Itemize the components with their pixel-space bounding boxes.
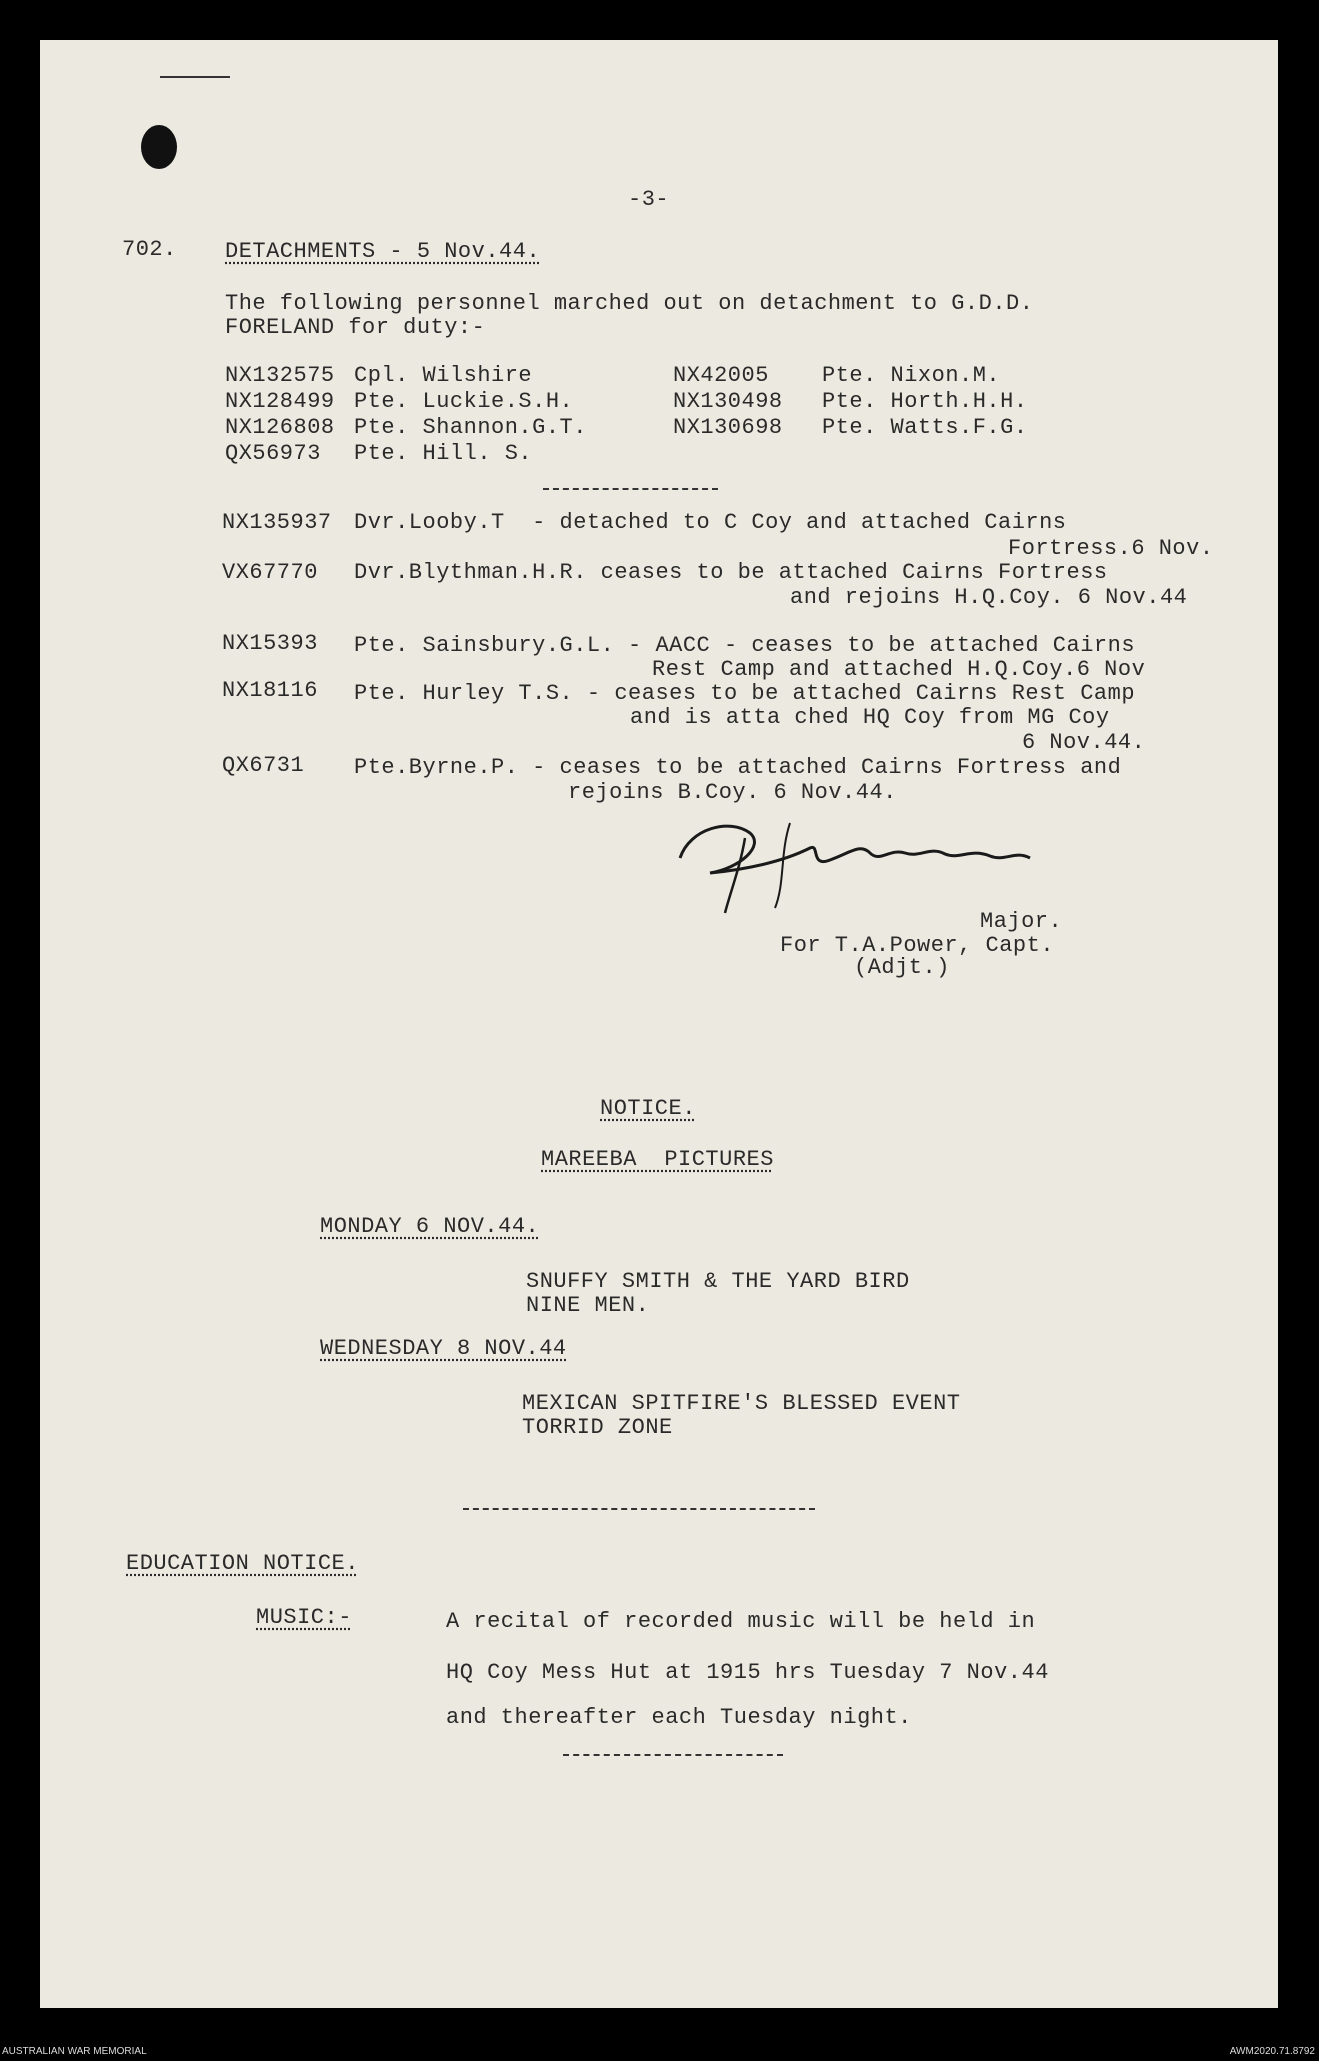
divider xyxy=(543,488,718,490)
personnel-no: NX126808 xyxy=(225,415,335,440)
film-title: MEXICAN SPITFIRE'S BLESSED EVENT xyxy=(522,1391,961,1416)
notice-title: NOTICE. xyxy=(600,1096,696,1121)
signature-for-line: For T.A.Power, Capt. xyxy=(780,933,1055,958)
personnel-no: NX130698 xyxy=(673,415,783,440)
footer-left: AUSTRALIAN WAR MEMORIAL xyxy=(2,2046,147,2057)
page-number: -3- xyxy=(628,187,670,212)
personnel-no: NX128499 xyxy=(225,389,335,414)
entry-no: NX135937 xyxy=(222,510,332,535)
divider xyxy=(563,1754,783,1756)
entry-line: Pte. Sainsbury.G.L. - AACC - ceases to be attached Cairns xyxy=(354,633,1136,658)
entry-line: Pte.Byrne.P. - ceases to be attached Cairns Fortress and xyxy=(354,755,1122,780)
film-title: SNUFFY SMITH & THE YARD BIRD xyxy=(526,1269,910,1294)
top-mark xyxy=(160,76,230,78)
education-label: MUSIC:- xyxy=(256,1605,352,1630)
entry-line: rejoins B.Coy. 6 Nov.44. xyxy=(568,780,897,805)
education-line: A recital of recorded music will be held in xyxy=(446,1609,1036,1634)
entry-line: and rejoins H.Q.Coy. 6 Nov.44 xyxy=(790,585,1188,610)
signature-role: (Adjt.) xyxy=(854,955,950,980)
entry-line: Fortress.6 Nov. xyxy=(1008,536,1214,561)
section-number: 702. xyxy=(122,237,177,262)
entry-line: Rest Camp and attached H.Q.Coy.6 Nov xyxy=(652,657,1146,682)
intro-line-2: FORELAND for duty:- xyxy=(225,315,486,340)
personnel-name: Pte. Watts.F.G. xyxy=(822,415,1028,440)
entry-line: Dvr.Blythman.H.R. ceases to be attached Cairns Fortress xyxy=(354,560,1108,585)
personnel-name: Pte. Hill. S. xyxy=(354,441,533,466)
personnel-name: Pte. Shannon.G.T. xyxy=(354,415,587,440)
signature-mark xyxy=(670,798,1110,918)
education-line: HQ Coy Mess Hut at 1915 hrs Tuesday 7 Nov.44 xyxy=(446,1660,1049,1685)
punch-hole xyxy=(141,125,177,169)
personnel-no: NX42005 xyxy=(673,363,769,388)
footer-right: AWM2020.71.8792 xyxy=(1229,2046,1315,2057)
entry-line: and is atta ched HQ Coy from MG Coy xyxy=(630,705,1110,730)
personnel-name: Pte. Luckie.S.H. xyxy=(354,389,574,414)
entry-line: Pte. Hurley T.S. - ceases to be attached Cairns Rest Camp xyxy=(354,681,1136,706)
education-line: and thereafter each Tuesday night. xyxy=(446,1705,912,1730)
personnel-no: NX132575 xyxy=(225,363,335,388)
education-title: EDUCATION NOTICE. xyxy=(126,1551,359,1576)
film-title: NINE MEN. xyxy=(526,1293,650,1318)
entry-line: 6 Nov.44. xyxy=(1022,730,1146,755)
entry-no: QX6731 xyxy=(222,753,305,778)
entry-line: Dvr.Looby.T - detached to C Coy and attached Cairns xyxy=(354,510,1067,535)
film-title: TORRID ZONE xyxy=(522,1415,673,1440)
intro-line-1: The following personnel marched out on detachment to G.D.D. xyxy=(225,291,1034,316)
personnel-name: Cpl. Wilshire xyxy=(354,363,533,388)
entry-no: NX18116 xyxy=(222,678,318,703)
divider xyxy=(463,1508,815,1510)
notice-subtitle: MAREEBA PICTURES xyxy=(541,1147,774,1172)
personnel-no: NX130498 xyxy=(673,389,783,414)
entry-no: VX67770 xyxy=(222,560,318,585)
show-date: MONDAY 6 NOV.44. xyxy=(320,1214,540,1239)
personnel-name: Pte. Nixon.M. xyxy=(822,363,1001,388)
personnel-name: Pte. Horth.H.H. xyxy=(822,389,1028,414)
show-date: WEDNESDAY 8 NOV.44 xyxy=(320,1336,567,1361)
entry-no: NX15393 xyxy=(222,631,318,656)
personnel-no: QX56973 xyxy=(225,441,321,466)
signature-rank: Major. xyxy=(980,909,1063,934)
section-heading: DETACHMENTS - 5 Nov.44. xyxy=(225,239,541,264)
